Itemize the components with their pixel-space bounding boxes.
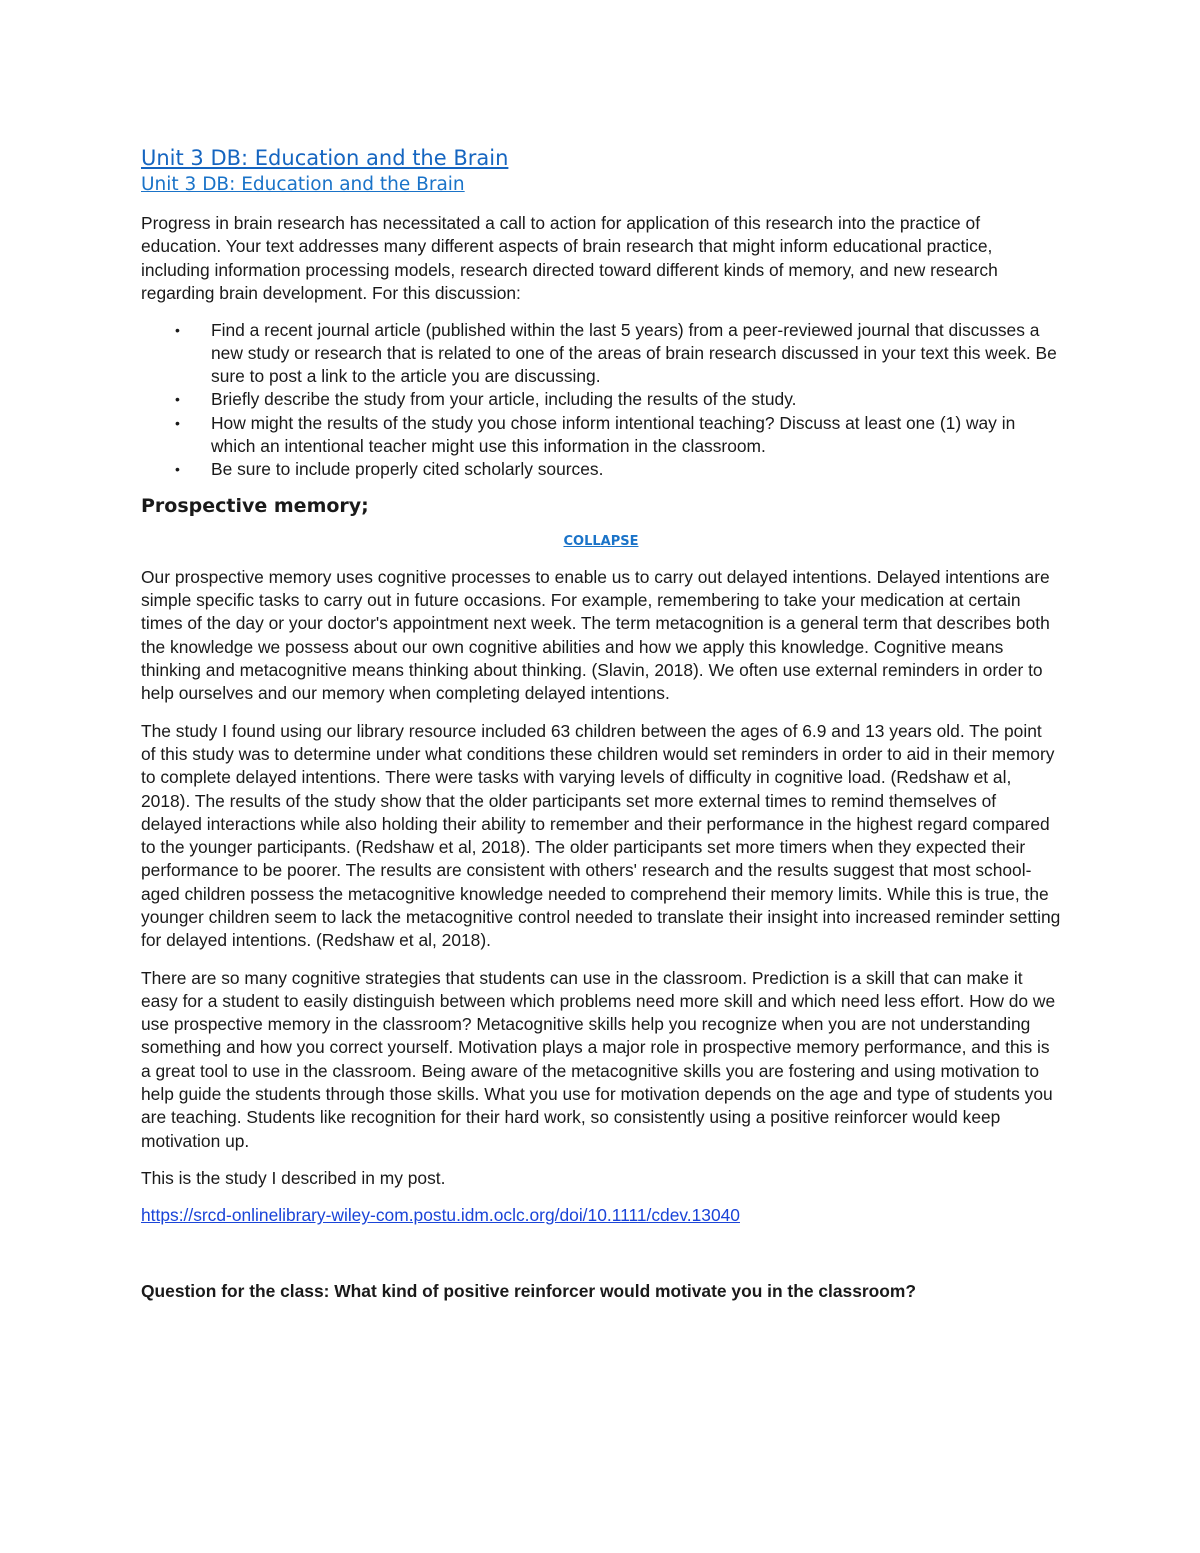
post-paragraph-1: Our prospective memory uses cognitive processes to enable us to carry out delayed intentions. Delayed intentions are simple specific tasks to carry out in future occasions. For example, remembering to take your medication at certain times of the day or your doctor's appointment next week. The term metacognition is a general term that describes both the knowledge we possess about our own cognitive abilities and how we apply this knowledge. Cognitive means thinking and metacognitive means thinking about thinking. (Slavin, 2018). We often use external reminders in order to help ourselves and our memory when completing delayed intentions. — [141, 566, 1050, 704]
requirement-text: Find a recent journal article (published within the last 5 years) from a peer-reviewed journal that discusses a new study or research that is related to one of the areas of brain research discussed in your text this week. Be sure to post a link to the article you are discussing. — [211, 320, 1057, 387]
class-question: Question for the class: What kind of positive reinforcer would motivate you in the classroom? — [141, 1280, 916, 1301]
requirement-text: How might the results of the study you chose inform intentional teaching? Discuss at least one (1) way in which an intentional teacher might use this information in the classroom. — [211, 412, 1016, 456]
requirement-item — [141, 458, 1061, 481]
requirement-text: Be sure to include properly cited scholarly sources. — [211, 458, 604, 479]
title-block — [141, 144, 1061, 198]
requirement-item — [141, 412, 1061, 458]
study-link[interactable]: https://srcd-onlinelibrary-wiley-com.postu.idm.oclc.org/doi/10.1111/cdev.13040 — [141, 1205, 740, 1226]
spacer — [141, 1242, 1061, 1280]
bullet-icon: • — [175, 460, 180, 477]
requirement-item — [141, 319, 1061, 388]
bullet-icon: • — [175, 391, 180, 408]
post-paragraph-3: There are so many cognitive strategies that students can use in the classroom. Prediction is a skill that can make it easy for a student to easily distinguish between which problems need more skill and which need less effort. How do we use prospective memory in the classroom? Metacognitive skills help you recognize when you are not understanding something and how you correct yourself. Motivation plays a major role in prospective memory performance, and this is a great tool to use in the classroom. Being aware of the metacognitive skills you are fostering and using motivation to help guide the students through those skills. What you use for motivation depends on the age and type of students you are teaching. Students like recognition for their hard work, so consistently using a positive reinforcer would keep motivation up. — [141, 967, 1056, 1151]
post-heading: Prospective memory; — [141, 494, 369, 517]
requirement-text: Briefly describe the study from your article, including the results of the study. — [211, 389, 797, 410]
bullet-icon: • — [175, 322, 180, 339]
document-page — [141, 144, 1061, 1303]
requirements-list — [141, 319, 1061, 481]
post-paragraph-2: The study I found using our library resource included 63 children between the ages of 6.9 and 13 years old. The point of this study was to determine under what conditions these children would set reminders in order to aid in their memory to complete delayed intentions. There were tasks with varying levels of difficulty in cognitive load. (Redshaw et al, 2018). The results of the study show that the older participants set more external times to remind themselves of delayed interactions while also holding their ability to remember and their performance in the highest regard compared to the younger participants. (Redshaw et al, 2018). The older participants set more timers when they expected their performance to be poorer. The results are consistent with others' research and the results suggest that most school-aged children possess the metacognitive knowledge needed to comprehend their memory limits. While this is true, the younger children seem to lack the metacognitive control needed to translate their insight into increased reminder setting for delayed intentions. (Redshaw et al, 2018). — [141, 720, 1061, 951]
bullet-icon: • — [175, 414, 180, 431]
page-title-link[interactable]: Unit 3 DB: Education and the Brain — [141, 146, 509, 170]
post-paragraph-4: This is the study I described in my post. — [141, 1167, 446, 1188]
collapse-link[interactable]: COLLAPSE — [563, 533, 639, 549]
study-link-paragraph — [141, 1204, 1061, 1227]
intro-paragraph: Progress in brain research has necessitated a call to action for application of this research into the practice of education. Your text addresses many different aspects of brain research that might inform educational practice, including information processing models, research directed toward different kinds of memory, and new research regarding brain development. For this discussion: — [141, 213, 998, 303]
collapse-row — [141, 531, 1061, 552]
requirement-item — [141, 388, 1061, 411]
page-subtitle-link[interactable]: Unit 3 DB: Education and the Brain — [141, 174, 465, 195]
